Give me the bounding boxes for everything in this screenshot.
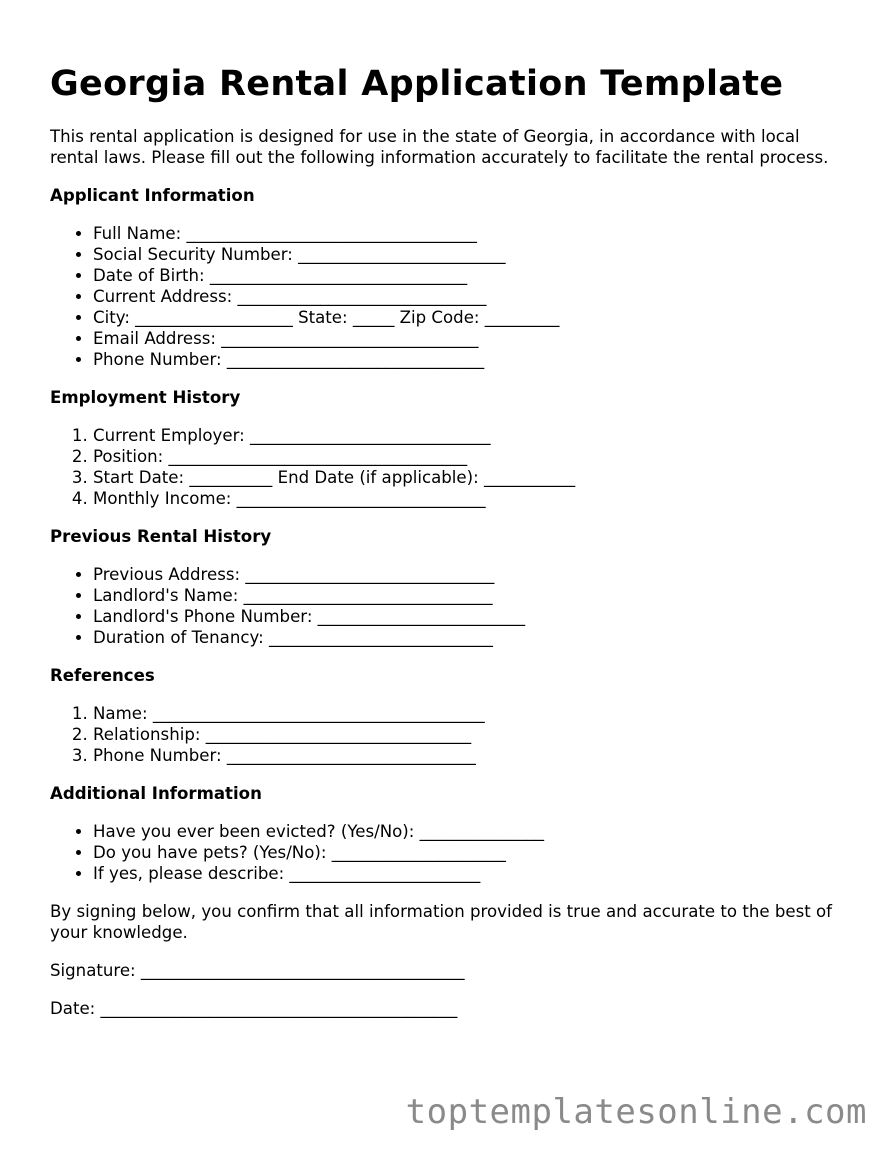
list-item: • Full Name: ___________________________________ [93, 223, 850, 244]
references-heading: References [50, 666, 155, 685]
list-item: 3. Phone Number: ______________________________ [93, 745, 850, 766]
intro-paragraph: This rental application is designed for use in the state of Georgia, in accordance with local rental laws. Please fill out the following information accurately to facilitate the rental process. [50, 127, 829, 167]
document-page [50, 58, 850, 1036]
applicant-information-heading: Applicant Information [50, 186, 255, 205]
applicant-information-list [50, 223, 850, 370]
list-item: • Landlord's Name: ______________________________ [93, 585, 850, 606]
list-item: 1. Name: ________________________________________ [93, 703, 850, 724]
list-item: • Do you have pets? (Yes/No): _____________________ [93, 842, 850, 863]
list-item: • Landlord's Phone Number: _________________________ [93, 606, 850, 627]
list-item: 3. Start Date: __________ End Date (if applicable): ___________ [93, 467, 850, 488]
list-item: 2. Relationship: ________________________________ [93, 724, 850, 745]
list-item: • Have you ever been evicted? (Yes/No): _______________ [93, 821, 850, 842]
list-item: • City: ___________________ State: _____ Zip Code: _________ [93, 307, 850, 328]
list-item: • Current Address: ______________________________ [93, 286, 850, 307]
list-item: • Previous Address: ______________________________ [93, 564, 850, 585]
additional-information-list [50, 821, 850, 884]
list-item: • Social Security Number: _________________________ [93, 244, 850, 265]
employment-history-list [50, 425, 850, 509]
date-line: Date: ___________________________________________ [50, 999, 458, 1018]
additional-information-heading: Additional Information [50, 784, 262, 803]
watermark: toptemplatesonline.com [405, 1092, 867, 1132]
list-item: • Email Address: _______________________________ [93, 328, 850, 349]
previous-rental-history-heading: Previous Rental History [50, 527, 272, 546]
list-item: • Duration of Tenancy: ___________________________ [93, 627, 850, 648]
list-item: • Phone Number: _______________________________ [93, 349, 850, 370]
references-list [50, 703, 850, 766]
list-item: • Date of Birth: _______________________________ [93, 265, 850, 286]
list-item: 1. Current Employer: _____________________________ [93, 425, 850, 446]
employment-history-heading: Employment History [50, 388, 241, 407]
confirmation-statement: By signing below, you confirm that all information provided is true and accurate to the best of your knowledge. [50, 902, 832, 942]
list-item: • If yes, please describe: _______________________ [93, 863, 850, 884]
list-item: 2. Position: ____________________________________ [93, 446, 850, 467]
signature-line: Signature: _______________________________________ [50, 961, 465, 980]
page-title: Georgia Rental Application Template [50, 64, 784, 104]
previous-rental-history-list [50, 564, 850, 648]
list-item: 4. Monthly Income: ______________________________ [93, 488, 850, 509]
